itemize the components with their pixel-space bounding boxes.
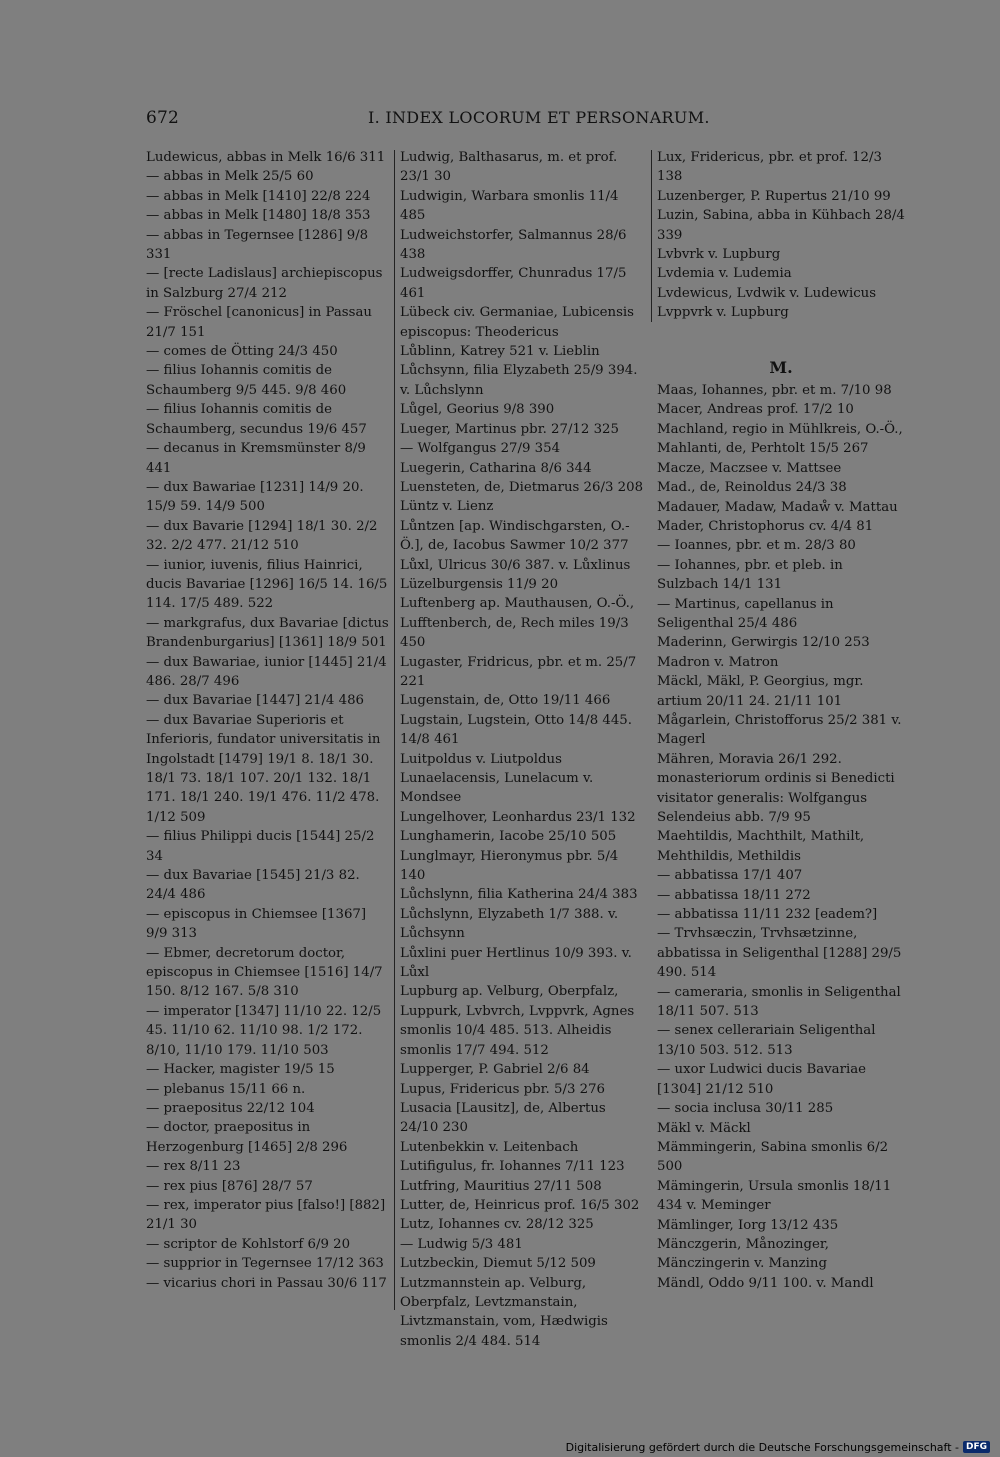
index-entry: Machland, regio in Mühlkreis, O.-Ö., Mahlanti, de, Perhtolt 15/5 267 [657, 421, 903, 457]
index-entry: — rex 8/11 23 [146, 1159, 241, 1175]
index-entry: Madauer, Madaw, Madaẘ v. Mattau [657, 499, 898, 515]
dfg-logo: DFG [963, 1441, 990, 1453]
index-entry: — dux Bavariae [1447] 21/4 486 [146, 693, 365, 709]
index-entry: — dux Bavarie [1294] 18/1 30. 2/2 32. 2/2 477. 21/12 510 [146, 518, 378, 554]
index-entry: Mågarlein, Christofforus 25/2 381 v. Magerl [657, 712, 902, 748]
index-entry: — doctor, praepositus in Herzogenburg [1465] 2/8 296 [146, 1120, 348, 1155]
index-entry: — Ioannes, pbr. et m. 28/3 80 [657, 538, 856, 554]
index-entry: — dux Bavariae [1545] 21/3 82. 24/4 486 [146, 868, 360, 903]
index-entry: Lutifigulus, fr. Iohannes 7/11 123 [400, 1159, 625, 1175]
index-column-3 [657, 148, 905, 1293]
index-entry: Luftenberg ap. Mauthausen, O.-Ö., Lufftenberch, de, Rech miles 19/3 450 [400, 596, 635, 651]
index-entry: Maas, Iohannes, pbr. et m. 7/10 98 [657, 383, 892, 399]
index-entry: — senex cellerariain Seligenthal 13/10 503. 512. 513 [657, 1023, 876, 1058]
index-entry: — Iohannes, pbr. et pleb. in Sulzbach 14/1 131 [657, 557, 843, 593]
index-entry: Ludewicus, abbas in Melk 16/6 311 [146, 150, 386, 165]
index-entry: Mad., de, Reinoldus 24/3 38 [657, 480, 847, 496]
index-entry: Mäkl v. Mäckl [657, 1120, 751, 1136]
index-entry: Lux, Fridericus, pbr. et prof. 12/3 138 [657, 150, 882, 185]
index-entry: — Martinus, capellanus in Seligenthal 25/4 486 [657, 596, 834, 631]
footer-credit [566, 1439, 990, 1455]
index-entry: — abbatissa 17/1 407 [657, 868, 803, 884]
index-entry: Lůxlini puer Hertlinus 10/9 393. v. Lůxl [400, 945, 632, 981]
index-entry: — filius Iohannis comitis de Schaumberg 9/5 445. 9/8 460 [146, 363, 347, 398]
index-entry: Mämlinger, Iorg 13/12 435 [657, 1217, 839, 1233]
index-entry: Ludweichstorfer, Salmannus 28/6 438 [400, 227, 627, 263]
index-entry: Lupus, Fridericus pbr. 5/3 276 [400, 1081, 606, 1097]
page-number: 672 [146, 108, 180, 128]
index-entry: Lůchslynn, Elyzabeth 1/7 388. v. Lůchsynn [400, 906, 619, 942]
index-entry: Mäckl, Mäkl, P. Georgius, mgr. artium 20/11 24. 21/11 101 [657, 674, 864, 709]
index-entry: Lübeck civ. Germaniae, Lubicensis episcopus: Theodericus [400, 305, 634, 340]
index-entry: — markgrafus, dux Bavariae [dictus Brandenburgarius] [1361] 18/9 501 [146, 615, 389, 651]
index-entry: Ludwig, Balthasarus, m. et prof. 23/1 30 [400, 150, 618, 185]
index-entry: Lvdewicus, Lvdwik v. Ludewicus [657, 285, 877, 301]
index-entry: — socia inclusa 30/11 285 [657, 1101, 834, 1117]
column-divider [394, 150, 395, 1310]
index-entry: Lunaelacensis, Lunelacum v. Mondsee [400, 771, 594, 806]
index-entry: — plebanus 15/11 66 n. [146, 1081, 306, 1097]
index-entry: — cameraria, smonlis in Seligenthal 18/11 507. 513 [657, 984, 901, 1020]
index-entry: Maehtildis, Machthilt, Mathilt, Mehthildis, Methildis [657, 829, 865, 864]
index-entry: Lupburg ap. Velburg, Oberpfalz, Luppurk, Lvbvrch, Lvppvrk, Agnes smonlis 10/4 485. 513. Alheidis smonlis 17/7 494. 512 [400, 984, 635, 1058]
index-entry: — dux Bavariae Superioris et Inferioris, fundator universitatis in Ingolstadt [1479] 19/1 8. 18/1 30. 18/1 73. 18/1 107. 20/1 132. 18/1 171. 18/1 240. 19/1 476. 11/2 478. 1/12 509 [146, 712, 381, 825]
index-entry: Lutter, de, Heinricus prof. 16/5 302 [400, 1197, 640, 1213]
index-entry: Lunglmayr, Hieronymus pbr. 5/4 140 [400, 848, 619, 884]
index-entry: — Trvhsæczin, Trvhsætzinne, abbatissa in Seligenthal [1288] 29/5 490. 514 [657, 926, 902, 981]
index-entry: Lunghamerin, Iacobe 25/10 505 [400, 829, 617, 845]
index-entry: — imperator [1347] 11/10 22. 12/5 45. 11/10 62. 11/10 98. 1/2 172. 8/10, 11/10 179. 11/10 503 [146, 1003, 382, 1058]
index-entry: — Wolfgangus 27/9 354 [400, 441, 561, 457]
index-entry: — dux Bawariae [1231] 14/9 20. 15/9 59. 14/9 500 [146, 479, 364, 515]
index-entry: — supprior in Tegernsee 17/12 363 [146, 1256, 384, 1272]
index-entry: — vicarius chori in Passau 30/6 117 [146, 1275, 387, 1291]
index-entry: Lueger, Martinus pbr. 27/12 325 [400, 421, 619, 437]
index-entry: Madron v. Matron [657, 654, 779, 670]
index-entry: Lugstain, Lugstein, Otto 14/8 445. 14/8 461 [400, 712, 632, 748]
index-entry: Mänczgerin, Månozinger, Mänczingerin v. Manzing [657, 1236, 830, 1272]
index-column-2 [400, 148, 646, 1351]
index-entry: — iunior, iuvenis, filius Hainrici, ducis Bavariae [1296] 16/5 14. 16/5 114. 17/5 489. 522 [146, 557, 388, 612]
index-entry: Mändl, Oddo 9/11 100. v. Mandl [657, 1275, 874, 1291]
index-entry: Mämingerin, Ursula smonlis 18/11 434 v. Meminger [657, 1178, 892, 1214]
index-entry: Lugenstain, de, Otto 19/11 466 [400, 693, 611, 709]
index-entry: Lutzbeckin, Diemut 5/12 509 [400, 1256, 596, 1272]
index-entry: — rex, imperator pius [falso!] [882] 21/1 30 [146, 1197, 386, 1233]
index-entry: — praepositus 22/12 104 [146, 1100, 315, 1116]
index-entry: Lvdemia v. Ludemia [657, 266, 792, 282]
index-entry: — abbas in Melk [1410] 22/8 224 [146, 188, 371, 204]
index-entry: Lusacia [Lausitz], de, Albertus 24/10 230 [400, 1100, 606, 1136]
index-entry: Mähren, Moravia 26/1 292. monasteriorum ordinis si Benedicti visitator generalis: Wolfgangus Selendeius abb. 7/9 95 [657, 751, 895, 825]
page-header [146, 108, 886, 136]
index-entry: Lungelhover, Leonhardus 23/1 132 [400, 809, 636, 825]
index-entry: — uxor Ludwici ducis Bavariae [1304] 21/12 510 [657, 1062, 867, 1097]
index-entry: — Ludwig 5/3 481 [400, 1236, 523, 1252]
index-entry: Lupperger, P. Gabriel 2/6 84 [400, 1062, 590, 1078]
index-entry: — abbas in Melk [1480] 18/8 353 [146, 208, 371, 224]
index-entry: Mader, Christophorus cv. 4/4 81 [657, 518, 874, 534]
index-entry: — abbas in Melk 25/5 60 [146, 169, 314, 185]
index-entry: Luzin, Sabina, abba in Kühbach 28/4 339 [657, 208, 905, 243]
index-entry: Lugaster, Fridricus, pbr. et m. 25/7 221 [400, 654, 637, 689]
index-entry: Mämmingerin, Sabina smonlis 6/2 500 [657, 1139, 889, 1175]
index-entry: — decanus in Kremsmünster 8/9 441 [146, 441, 366, 476]
index-entry: Lutfring, Mauritius 27/11 508 [400, 1178, 602, 1194]
index-entry: — filius Iohannis comitis de Schaumberg, secundus 19/6 457 [146, 402, 367, 437]
index-entry: Luitpoldus v. Liutpoldus [400, 751, 562, 767]
index-entry: — abbatissa 18/11 272 [657, 887, 811, 903]
index-entry: — [recte Ladislaus] archiepiscopus in Salzburg 27/4 212 [146, 266, 383, 301]
index-entry: — Ebmer, decretorum doctor, episcopus in Chiemsee [1516] 14/7 150. 8/12 167. 5/8 310 [146, 945, 383, 1000]
index-entry: Luzenberger, P. Rupertus 21/10 99 [657, 188, 891, 204]
index-entry: Lvppvrk v. Lupburg [657, 305, 789, 321]
index-entry: — filius Philippi ducis [1544] 25/2 34 [146, 829, 375, 864]
index-entry: Lüntz v. Lienz [400, 499, 494, 515]
index-entry: — Fröschel [canonicus] in Passau 21/7 151 [146, 305, 372, 340]
index-entry: Luegerin, Catharina 8/6 344 [400, 460, 592, 476]
index-entry: Lůgel, Georius 9/8 390 [400, 402, 555, 418]
index-entry: — abbas in Tegernsee [1286] 9/8 331 [146, 227, 369, 263]
index-entry: Lůchslynn, filia Katherina 24/4 383 [400, 887, 638, 903]
index-entry: Ludweigsdorffer, Chunradus 17/5 461 [400, 266, 627, 301]
index-entry: — Hacker, magister 19/5 15 [146, 1062, 335, 1078]
page-title: I. INDEX LOCORUM ET PERSONARUM. [368, 108, 710, 127]
index-entry: Lůblinn, Katrey 521 v. Lieblin [400, 344, 600, 360]
index-entry: Lvbvrk v. Lupburg [657, 247, 781, 263]
index-entry: Lůchsynn, filia Elyzabeth 25/9 394. v. Lůchslynn [400, 363, 638, 398]
index-entry: Macze, Maczsee v. Mattsee [657, 460, 842, 476]
index-entry: — comes de Ötting 24/3 450 [146, 344, 338, 360]
index-entry: — rex pius [876] 28/7 57 [146, 1178, 313, 1194]
index-entry: — episcopus in Chiemsee [1367] 9/9 313 [146, 906, 367, 942]
index-entry: Lutenbekkin v. Leitenbach [400, 1139, 579, 1155]
index-entry: Lutz, Iohannes cv. 28/12 325 [400, 1217, 594, 1233]
index-entry: Lutzmannstein ap. Velburg, Oberpfalz, Levtzmanstain, Livtzmanstain, vom, Hædwigis smonlis 2/4 484. 514 [400, 1275, 608, 1349]
section-letter: M. [769, 357, 793, 377]
index-entry: Maderinn, Gerwirgis 12/10 253 [657, 635, 870, 651]
index-entry: — abbatissa 11/11 232 [eadem?] [657, 907, 878, 923]
index-entry: Lüzelburgensis 11/9 20 [400, 576, 559, 592]
index-entry: Lůntzen [ap. Windischgarsten, O.-Ö.], de, Iacobus Sawmer 10/2 377 [400, 518, 630, 554]
index-entry: — dux Bawariae, iunior [1445] 21/4 486. 28/7 496 [146, 654, 387, 689]
index-entry: Macer, Andreas prof. 17/2 10 [657, 402, 854, 418]
index-entry: Ludwigin, Warbara smonlis 11/4 485 [400, 188, 619, 224]
index-entry: Luensteten, de, Dietmarus 26/3 208 [400, 479, 644, 495]
index-entry: — scriptor de Kohlstorf 6/9 20 [146, 1236, 351, 1252]
footer-credit-text: Digitalisierung gefördert durch die Deutsche Forschungsgemeinschaft - [565, 1440, 959, 1454]
index-column-1 [146, 148, 389, 1293]
index-entry: Lůxl, Ulricus 30/6 387. v. Lůxlinus [400, 557, 631, 573]
column-divider [651, 150, 652, 322]
